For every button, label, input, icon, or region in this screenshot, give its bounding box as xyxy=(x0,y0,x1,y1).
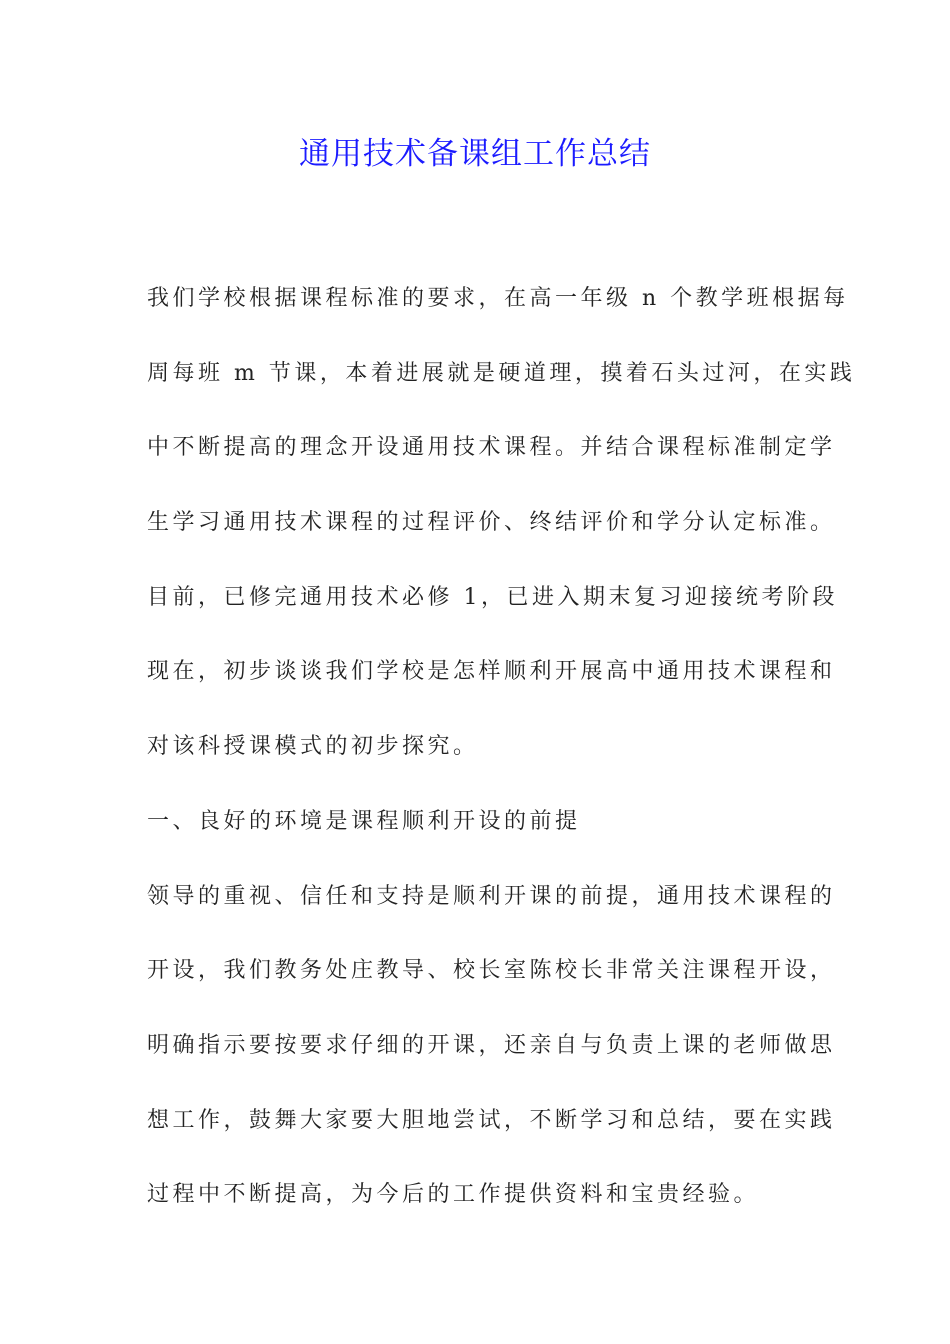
body-line: 我们学校根据课程标准的要求，在高一年级 n 个教学班根据每 xyxy=(147,286,849,311)
body-line: 中不断提高的理念开设通用技术课程。并结合课程标准制定学 xyxy=(147,435,836,461)
document-body xyxy=(147,262,856,1233)
body-line: 想工作，鼓舞大家要大胆地尝试，不断学习和总结，要在实践 xyxy=(147,1107,836,1133)
body-line: 过程中不断提高，为今后的工作提供资料和宝贵经验。 xyxy=(147,1182,760,1208)
body-line: 现在，初步谈谈我们学校是怎样顺利开展高中通用技术课程和 xyxy=(147,659,836,685)
body-line: 目前，已修完通用技术必修 1，已进入期末复习迎接统考阶段 xyxy=(147,584,838,610)
body-line: 对该科授课模式的初步探究。 xyxy=(147,734,479,760)
body-line: 周每班 m 节课，本着进展就是硬道理，摸着石头过河，在实践 xyxy=(147,360,856,386)
section-heading: 一、良好的环境是课程顺利开设的前提 xyxy=(147,808,581,834)
body-line: 明确指示要按要求仔细的开课，还亲自与负责上课的老师做思 xyxy=(147,1032,836,1058)
body-line: 生学习通用技术课程的过程评价、终结评价和学分认定标准。 xyxy=(147,510,836,536)
body-line: 开设，我们教务处庄教导、校长室陈校长非常关注课程开设， xyxy=(147,958,836,984)
document-title: 通用技术备课组工作总结 xyxy=(299,136,651,172)
body-line: 领导的重视、信任和支持是顺利开课的前提，通用技术课程的 xyxy=(147,883,836,909)
